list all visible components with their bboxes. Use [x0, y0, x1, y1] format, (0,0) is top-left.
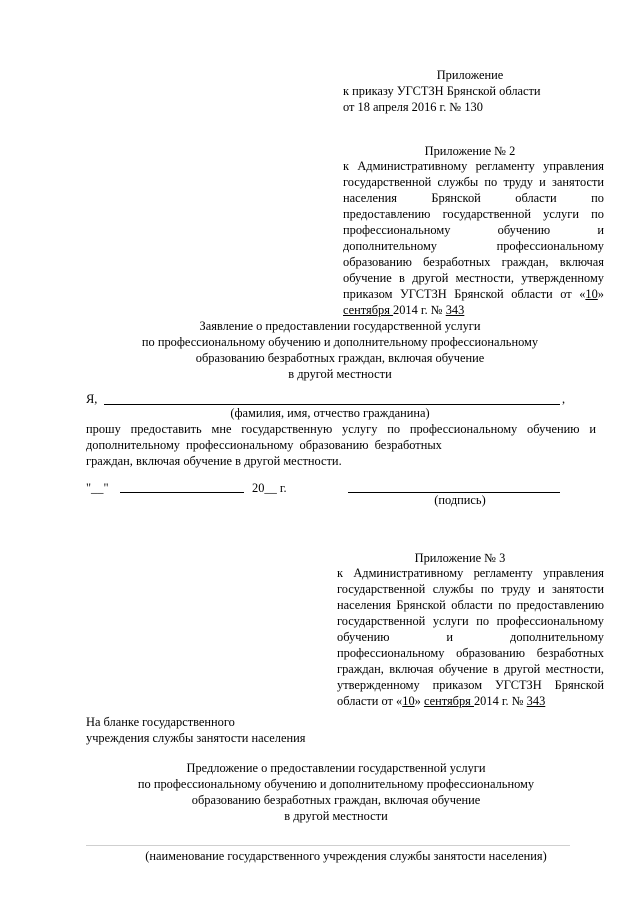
appendix2-number: 343 [445, 303, 465, 317]
appendix2-line: обучение в другой местности, утвержденному [343, 271, 604, 285]
date-year: 20__ г. [252, 481, 287, 495]
appendix2-line: дополнительному профессиональному [343, 239, 604, 253]
appendix-order-title: Приложение [436, 68, 504, 82]
application-body [86, 421, 596, 469]
appendix3-line: утвержденному приказом УГСТЗН Брянской [337, 678, 604, 692]
fio-caption: (фамилия, имя, отчество гражданина) [230, 406, 430, 420]
appendix2-line: к Административному регламенту управления [343, 159, 604, 173]
appendix3-line: граждан, включая обучение в другой местности, [337, 662, 604, 676]
application-body-line: дополнительному профессиональному образованию безработных [86, 438, 442, 452]
appendix3-line: профессиональному образованию безработных [337, 646, 604, 660]
date-day-quote: "__" [86, 481, 109, 495]
appendix3-number: 343 [526, 694, 546, 708]
appendix2-day-close: » [597, 287, 604, 301]
proposal-title-line: по профессиональному обучению и дополнительному профессиональному [137, 777, 535, 791]
proposal-title-line: в другой местности [284, 809, 388, 823]
appendix3-date-line [337, 693, 604, 709]
proposal-title [86, 760, 586, 824]
i-label: Я, [86, 392, 98, 406]
application-title-line: образованию безработных граждан, включая обучение [195, 351, 485, 365]
signature-caption: (подпись) [434, 493, 486, 507]
application-body-line: граждан, включая обучение в другой местности. [86, 454, 342, 468]
appendix2-line: образованию безработных граждан, включая [343, 255, 604, 269]
appendix3-line: государственной службы по труду и занятости [337, 582, 604, 596]
letterhead-line1: На бланке государственного [86, 715, 235, 729]
appendix3-block [337, 565, 604, 709]
appendix2-date-prefix: приказом УГСТЗН Брянской области от « [343, 287, 586, 301]
appendix3-month: сентября [423, 694, 474, 708]
application-title-line: Заявление о предоставлении государственной услуги [199, 319, 481, 333]
institution-field-line[interactable] [86, 845, 570, 846]
application-title-line: по профессиональному обучению и дополнительному профессиональному [141, 335, 539, 349]
appendix2-date-line [343, 302, 604, 318]
application-title [90, 318, 590, 382]
appendix-order-line1: к приказу УГСТЗН Брянской области [343, 84, 541, 98]
appendix2-line: предоставлению государственной услуги по [343, 207, 604, 221]
appendix2-year: 2014 г. № [393, 303, 446, 317]
appendix2-title: Приложение № 2 [424, 144, 516, 158]
appendix3-day-close: » [414, 694, 424, 708]
appendix2-month: сентября [343, 303, 394, 317]
appendix3-day: 10 [402, 694, 415, 708]
appendix3-line: государственной услуги по профессиональному [337, 614, 604, 628]
appendix2-day: 10 [585, 287, 598, 301]
appendix2-line: населения Брянской области по [343, 191, 604, 205]
appendix-order-line2: от 18 апреля 2016 г. № 130 [343, 100, 483, 114]
date-month-line[interactable] [120, 492, 244, 493]
appendix2-block [343, 158, 604, 318]
proposal-title-line: образованию безработных граждан, включая обучение [191, 793, 481, 807]
appendix2-line: государственной службы по труду и занятости [343, 175, 604, 189]
proposal-title-line: Предложение о предоставлении государственной услуги [186, 761, 486, 775]
appendix3-year: 2014 г. № [473, 694, 527, 708]
appendix3-line: обучению и дополнительному [337, 630, 604, 644]
appendix2-line: профессиональному обучению и [343, 223, 604, 237]
appendix3-title: Приложение № 3 [414, 551, 506, 565]
institution-caption: (наименование государственного учреждения службы занятости населения) [145, 849, 547, 863]
application-title-line: в другой местности [288, 367, 392, 381]
fio-comma: , [562, 392, 566, 406]
appendix3-date-prefix: области от « [337, 694, 403, 708]
appendix3-line: к Административному регламенту управления [337, 566, 604, 580]
letterhead-note [86, 714, 305, 746]
letterhead-line2: учреждения службы занятости населения [86, 731, 306, 745]
appendix3-line: населения Брянской области по предоставлению [337, 598, 604, 612]
appendix2-last-line [343, 286, 604, 302]
application-body-line: прошу предоставить мне государственную услугу по профессиональному обучению и [86, 422, 596, 436]
